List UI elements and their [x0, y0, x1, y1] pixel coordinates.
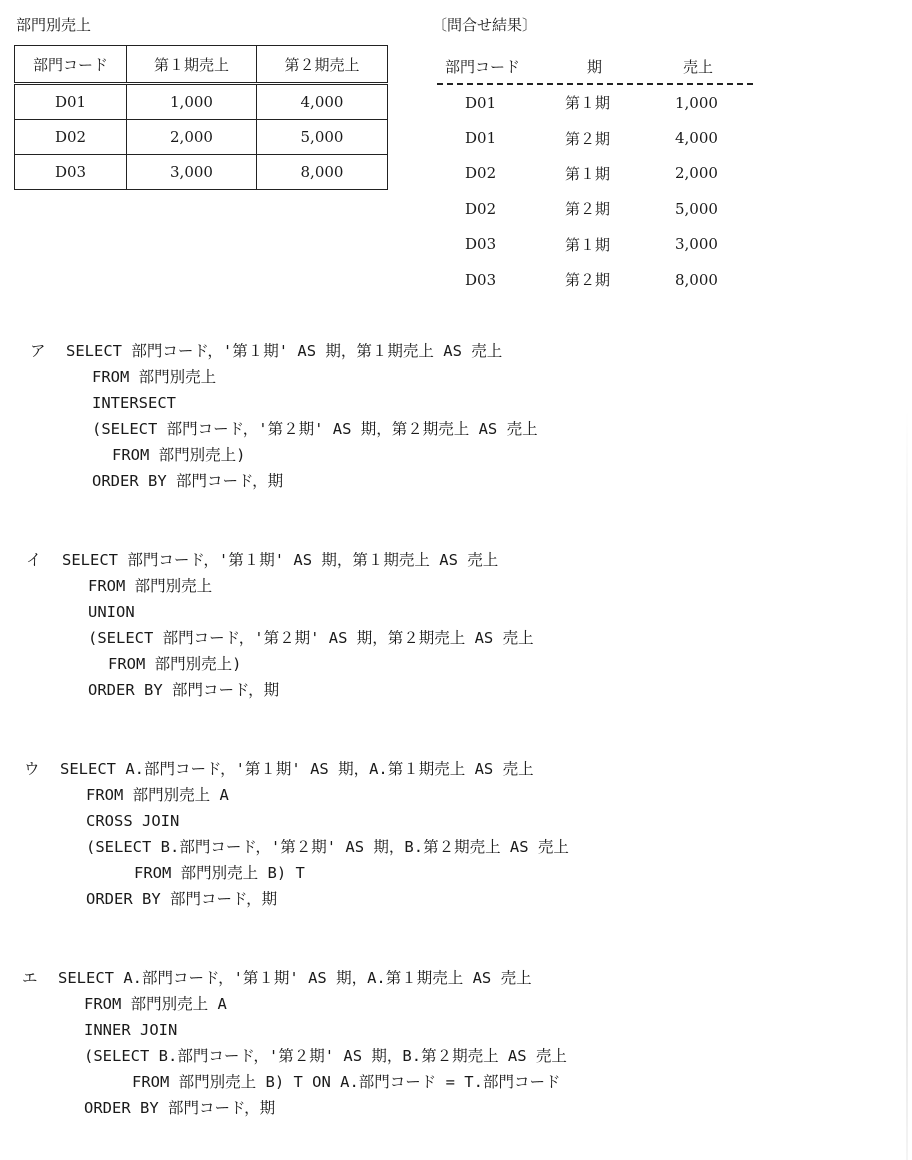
- result-cell: D02: [465, 199, 497, 218]
- sql-line: (SELECT B.部門コード，'第２期' AS 期，B.第２期売上 AS 売上: [86, 838, 569, 856]
- sql-line: INTERSECT: [92, 394, 176, 412]
- option-a: [30, 338, 538, 494]
- result-cell: D03: [465, 235, 497, 254]
- result-row: [437, 191, 753, 226]
- result-header-row: [437, 50, 753, 85]
- result-row: [437, 262, 753, 297]
- table-cell: D01: [15, 84, 127, 120]
- option-mark: エ: [22, 969, 38, 987]
- table-row: [15, 120, 388, 155]
- sql-text: SELECT A.部門コード，'第１期' AS 期，A.第１期売上 AS 売上: [60, 760, 534, 778]
- column-header: 売上: [683, 58, 714, 76]
- column-header: 期: [587, 58, 603, 76]
- column-header: 部門コード: [15, 46, 127, 84]
- result-cell: 3,000: [675, 235, 718, 254]
- table-cell: 8,000: [257, 155, 388, 190]
- sql-line: FROM 部門別売上 B) T: [134, 864, 305, 882]
- sql-line: FROM 部門別売上: [88, 577, 213, 595]
- sql-line: ORDER BY 部門コード，期: [86, 890, 278, 908]
- sales-table: [14, 45, 388, 190]
- column-header: 第１期売上: [127, 46, 257, 84]
- sql-text: SELECT A.部門コード，'第１期' AS 期，A.第１期売上 AS 売上: [58, 969, 532, 987]
- scan-shadow: [906, 410, 908, 1160]
- sql-line: INNER JOIN: [84, 1021, 178, 1039]
- result-cell: 第１期: [565, 94, 611, 113]
- option-mark: ウ: [24, 760, 40, 778]
- result-row: [437, 156, 753, 191]
- result-cell: 1,000: [675, 93, 718, 112]
- result-cell: D01: [465, 129, 497, 148]
- column-header: 第２期売上: [257, 46, 388, 84]
- sql-line: FROM 部門別売上 A: [86, 786, 229, 804]
- result-cell: 第１期: [565, 235, 611, 254]
- result-row: [437, 120, 753, 155]
- result-cell: 8,000: [675, 270, 718, 289]
- option-e: [22, 965, 567, 1121]
- sql-line: [26, 547, 534, 573]
- sql-line: [30, 338, 538, 364]
- sql-line: CROSS JOIN: [86, 812, 180, 830]
- table-cell: 1,000: [127, 84, 257, 120]
- table-row: [15, 84, 388, 120]
- sql-line: ORDER BY 部門コード，期: [92, 472, 284, 490]
- table-cell: D02: [15, 120, 127, 155]
- sql-line: UNION: [88, 603, 135, 621]
- result-cell: 5,000: [675, 199, 718, 218]
- option-u: [24, 756, 569, 912]
- sql-line: FROM 部門別売上 B) T ON A.部門コード = T.部門コード: [132, 1073, 561, 1091]
- option-mark: ア: [30, 342, 46, 360]
- sql-line: FROM 部門別売上 A: [84, 995, 227, 1013]
- table-cell: D03: [15, 155, 127, 190]
- result-cell: 4,000: [675, 129, 718, 148]
- sql-line: FROM 部門別売上: [92, 368, 217, 386]
- result-cell: 2,000: [675, 164, 718, 183]
- table-header-row: [15, 46, 388, 84]
- table-cell: 2,000: [127, 120, 257, 155]
- sql-line: (SELECT 部門コード，'第２期' AS 期，第２期売上 AS 売上: [88, 629, 534, 647]
- column-header: 部門コード: [445, 58, 521, 76]
- option-i: [26, 547, 534, 703]
- table-cell: 5,000: [257, 120, 388, 155]
- sql-text: SELECT 部門コード，'第１期' AS 期，第１期売上 AS 売上: [62, 551, 499, 569]
- sql-line: FROM 部門別売上): [112, 446, 246, 464]
- table-cell: 3,000: [127, 155, 257, 190]
- sql-line: [24, 756, 569, 782]
- result-cell: 第２期: [565, 200, 611, 219]
- sql-text: SELECT 部門コード，'第１期' AS 期，第１期売上 AS 売上: [66, 342, 503, 360]
- result-row: [437, 85, 753, 120]
- sql-line: ORDER BY 部門コード，期: [84, 1099, 276, 1117]
- result-cell: 第２期: [565, 129, 611, 148]
- result-cell: D02: [465, 164, 497, 183]
- sql-line: ORDER BY 部門コード，期: [88, 681, 280, 699]
- result-table: [437, 50, 753, 297]
- result-row: [437, 227, 753, 262]
- result-cell: 第１期: [565, 164, 611, 183]
- sql-line: [22, 965, 567, 991]
- table-row: [15, 155, 388, 190]
- result-cell: D01: [465, 93, 497, 112]
- sql-line: FROM 部門別売上): [108, 655, 242, 673]
- result-table-caption: 〔問合せ結果〕: [432, 16, 538, 34]
- result-cell: 第２期: [565, 271, 611, 290]
- option-mark: イ: [26, 551, 42, 569]
- result-cell: D03: [465, 270, 497, 289]
- table-cell: 4,000: [257, 84, 388, 120]
- sql-line: (SELECT B.部門コード，'第２期' AS 期，B.第２期売上 AS 売上: [84, 1047, 567, 1065]
- sales-table-caption: 部門別売上: [16, 16, 92, 34]
- sql-line: (SELECT 部門コード，'第２期' AS 期，第２期売上 AS 売上: [92, 420, 538, 438]
